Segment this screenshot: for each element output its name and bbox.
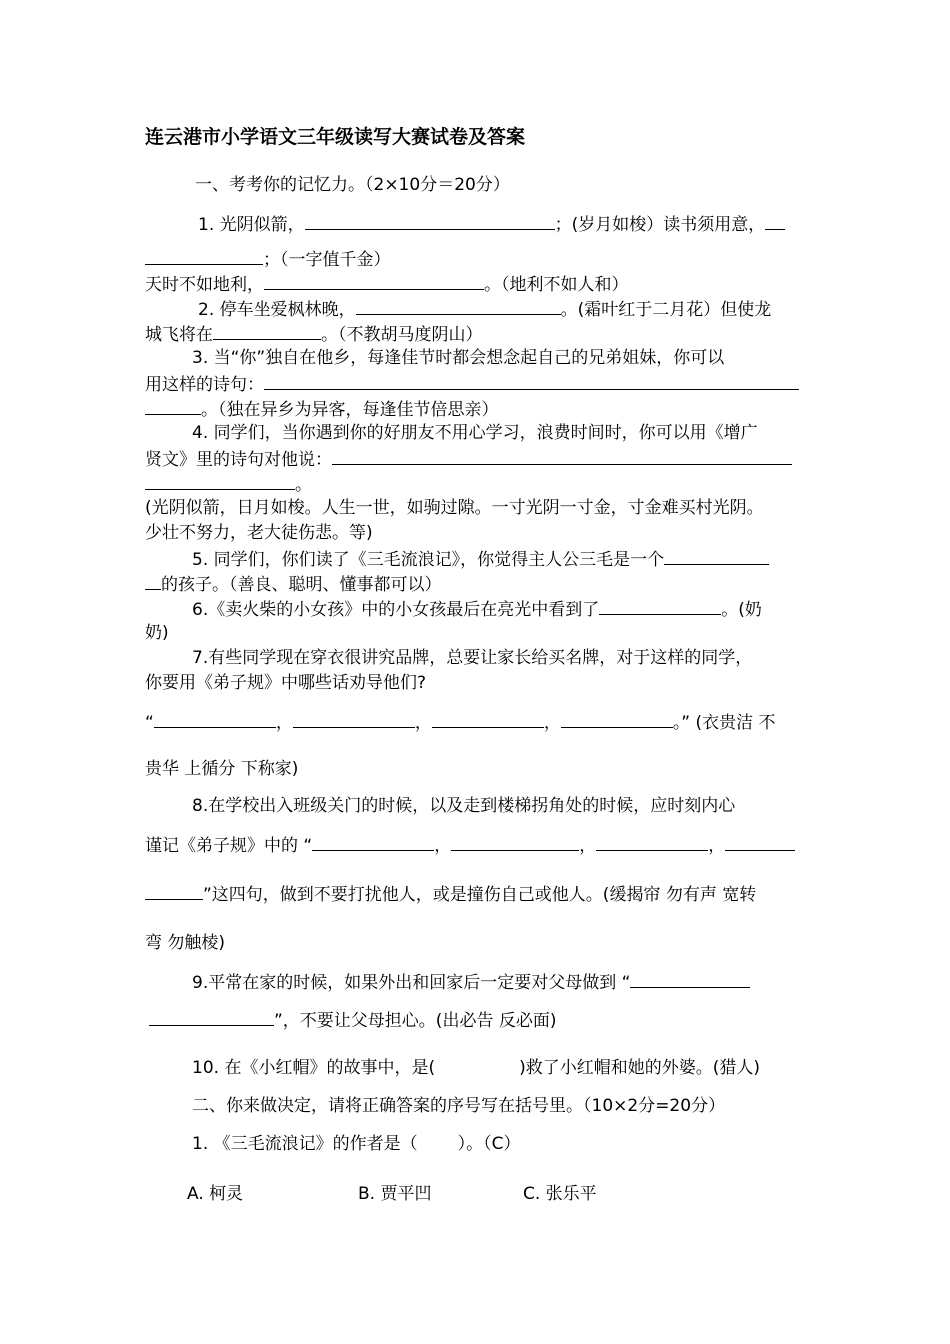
question-5-line-2 (145, 572, 810, 596)
q5-text-b: 的孩子。（善良、聪明、懂事都可以） (161, 575, 442, 595)
answer-blank[interactable] (305, 212, 555, 230)
q1-text-b: ；(岁月如梭）读书须用意， (554, 215, 766, 235)
q10-text-b: )救了小红帽和她的外婆。(猎人) (519, 1058, 760, 1078)
page-title: 连云港市小学语文三年级读写大赛试卷及答案 (145, 126, 526, 148)
question-4-answer-line-1: (光阴似箭，日月如梭。人生一世，如驹过隙。一寸光阴一寸金，寸金难买村光阴。 (145, 498, 764, 518)
answer-blank[interactable] (264, 272, 484, 290)
question-9-line-1 (192, 970, 810, 994)
answer-blank[interactable] (630, 970, 750, 988)
q1-text-a: 1. 光阴似箭， (198, 215, 305, 235)
answer-blank[interactable] (145, 572, 161, 590)
question-8-answer: 弯 勿触棱) (145, 933, 226, 953)
comma: ， (434, 836, 452, 856)
answer-blank[interactable] (145, 397, 201, 415)
q2-text-a: 2. 停车坐爱枫林晚， (198, 300, 356, 320)
answer-blank[interactable] (561, 710, 673, 728)
answer-blank[interactable] (599, 597, 721, 615)
q3-text-b: 用这样的诗句： (145, 375, 264, 395)
answer-blank[interactable] (664, 547, 769, 565)
question-6-line-2: 奶) (145, 623, 169, 643)
q7-answer-part: 。” (衣贵洁 不 (672, 713, 776, 733)
question-7-line-1: 7.有些同学现在穿衣很讲究品牌，总要让家长给买名牌，对于这样的同学， (192, 648, 753, 668)
q10-text-a: 10. 在《小红帽》的故事中，是( (192, 1058, 436, 1078)
question-10 (192, 1057, 810, 1079)
question-4-answer-line-2: 少壮不努力，老大徒伤悲。等) (145, 523, 373, 543)
q5-text-a: 5. 同学们，你们读了《三毛流浪记》，你觉得主人公三毛是一个 (192, 550, 665, 570)
option-a[interactable]: A. 柯灵 (187, 1184, 244, 1204)
answer-blank[interactable] (765, 212, 785, 230)
question-4-line-2 (145, 447, 810, 471)
question-7-line-2: 你要用《弟子规》中哪些话劝导他们? (145, 673, 427, 693)
question-3-line-2 (145, 372, 810, 396)
question-8-line-3 (145, 882, 810, 906)
question-3-line-3 (145, 397, 810, 421)
section1-heading: 一、考考你的记忆力。（2×10分＝20分） (195, 175, 510, 195)
q1-text-e: 。（地利不如人和） (484, 275, 629, 295)
answer-blank[interactable] (293, 710, 415, 728)
question-1-line-2 (145, 247, 810, 271)
q2-text-c: 城飞将在 (145, 325, 213, 345)
q1-text-c: ；（一字值千金） (263, 250, 391, 270)
answer-blank[interactable] (356, 297, 561, 315)
section2-heading: 二、你来做决定，请将正确答案的序号写在括号里。（10×2分=20分） (192, 1096, 726, 1116)
question-7-answer: 贵华 上循分 下称家) (145, 759, 299, 779)
q6-text-b: 。(奶 (721, 600, 762, 620)
s2-q1-stem: 1. 《三毛流浪记》的作者是（ (192, 1134, 418, 1154)
q9-text-b: ”，不要让父母担心。(出必告 反必面) (274, 1011, 557, 1031)
question-3-line-1: 3. 当“你”独自在他乡，每逢佳节时都会想念起自己的兄弟姐妹，你可以 (192, 348, 725, 368)
question-9-line-2 (145, 1008, 810, 1032)
q2-text-d: 。（不教胡马度阴山） (321, 325, 483, 345)
answer-blank[interactable] (596, 833, 708, 851)
q8-text-c: ”这四句，做到不要打扰他人，或是撞伤自己或他人。(缓揭帘 勿有声 宽转 (203, 885, 757, 905)
question-7-line-3 (145, 710, 810, 734)
q3-text-c: 。（独在异乡为异客，每逢佳节倍思亲） (201, 400, 499, 420)
section2-question-1 (192, 1133, 810, 1155)
q1-text-d: 天时不如地利， (145, 275, 264, 295)
answer-blank[interactable] (213, 322, 321, 340)
answer-blank[interactable] (725, 833, 795, 851)
q2-text-b: 。(霜叶红于二月花）但使龙 (560, 300, 772, 320)
answer-blank[interactable] (312, 833, 434, 851)
question-2-line-1 (198, 297, 810, 321)
option-b[interactable]: B. 贾平凹 (358, 1184, 432, 1204)
question-8-line-2 (145, 833, 810, 857)
question-6-line-1 (192, 597, 810, 621)
q9-text-a: 9.平常在家的时候，如果外出和回家后一定要对父母做到 “ (192, 973, 631, 993)
q4-text-c: 。 (295, 475, 312, 495)
question-4-line-3 (145, 472, 810, 496)
comma: ， (275, 713, 293, 733)
question-2-line-2 (145, 322, 810, 346)
question-8-line-1: 8.在学校出入班级关门的时候，以及走到楼梯拐角处的时候，应时刻内心 (192, 796, 736, 816)
answer-blank[interactable] (264, 372, 799, 390)
quote-open: “ (145, 713, 154, 733)
q4-text-b: 贤文》里的诗句对他说： (145, 450, 332, 470)
q8-text-b1: 谨记《弟子规》中的 “ (145, 836, 313, 856)
option-c[interactable]: C. 张乐平 (523, 1184, 597, 1204)
s2-q1-stem-end: ）。（C） (457, 1134, 521, 1154)
question-1-line-1 (198, 212, 810, 236)
comma: ， (579, 836, 597, 856)
comma: ， (543, 713, 561, 733)
q6-text-a: 6.《卖火柴的小女孩》中的小女孩最后在亮光中看到了 (192, 600, 600, 620)
answer-blank[interactable] (145, 247, 263, 265)
answer-blank[interactable] (145, 472, 295, 490)
question-1-line-3 (145, 272, 810, 296)
question-4-line-1: 4. 同学们，当你遇到你的好朋友不用心学习，浪费时间时，你可以用《增广 (192, 423, 758, 443)
answer-blank[interactable] (332, 447, 792, 465)
comma: ， (708, 836, 726, 856)
answer-blank[interactable] (149, 1008, 274, 1026)
answer-blank[interactable] (145, 882, 203, 900)
question-5-line-1 (192, 547, 810, 571)
comma: ， (414, 713, 432, 733)
answer-blank[interactable] (432, 710, 544, 728)
answer-blank[interactable] (154, 710, 276, 728)
answer-blank[interactable] (451, 833, 579, 851)
